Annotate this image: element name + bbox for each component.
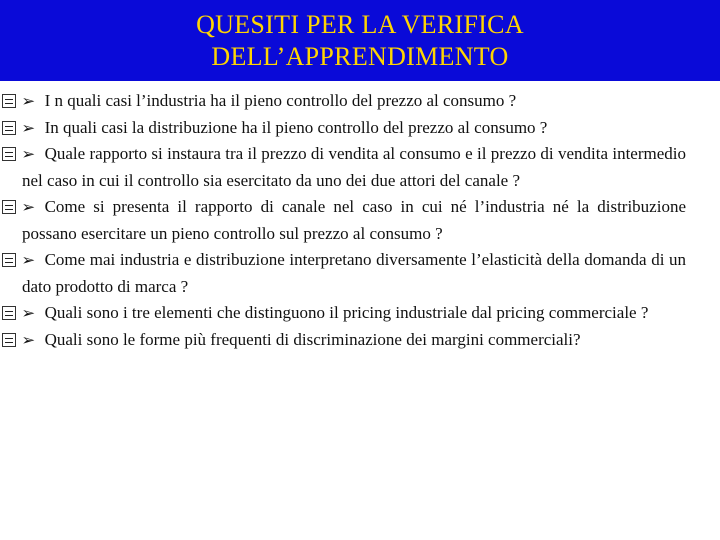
list-item [0,115,720,142]
title-line-1: QUESITI PER LA VERIFICA [196,9,524,39]
question-text: Quale rapporto si instaura tra il prezzo di vendita al consumo e il prezzo di vendita intermedio nel caso in cui il controllo sia esercitato da uno dei due attori del canale ? [22,144,686,190]
list-item [0,88,720,115]
box-bullet-icon [2,147,16,161]
arrow-bullet-icon: ➢ [21,118,36,137]
box-bullet-icon [2,333,16,347]
question-text: Quali sono i tre elementi che distinguono il pricing industriale dal pricing commerciale ? [44,303,649,322]
list-item [0,141,720,194]
list-item [0,300,720,327]
question-text: Come mai industria e distribuzione interpretano diversamente l’elasticità della domanda di un dato prodotto di marca ? [22,250,686,296]
arrow-bullet-icon: ➢ [21,251,36,269]
title-banner [0,0,720,81]
question-text: I n quali casi l’industria ha il pieno controllo del prezzo al consumo ? [44,91,517,110]
question-text: Come si presenta il rapporto di canale nel caso in cui né l’industria né la distribuzione possano esercitare un pieno controllo sul prezzo al consumo ? [22,197,686,243]
box-bullet-icon [2,200,16,214]
arrow-bullet-icon: ➢ [21,92,36,110]
list-item [0,194,720,247]
title-line-2: DELL’APPRENDIMENTO [211,41,509,71]
arrow-bullet-icon: ➢ [21,145,36,163]
box-bullet-icon [2,94,16,108]
question-text: Quali sono le forme più frequenti di discriminazione dei margini commerciali? [44,329,581,349]
arrow-bullet-icon: ➢ [21,330,36,349]
arrow-bullet-icon: ➢ [21,198,36,216]
box-bullet-icon [2,253,16,267]
arrow-bullet-icon: ➢ [21,304,36,322]
question-list [0,88,720,353]
list-item [0,327,720,354]
box-bullet-icon [2,121,16,135]
box-bullet-icon [2,306,16,320]
list-item [0,247,720,300]
question-text: In quali casi la distribuzione ha il pieno controllo del prezzo al consumo ? [44,117,548,137]
